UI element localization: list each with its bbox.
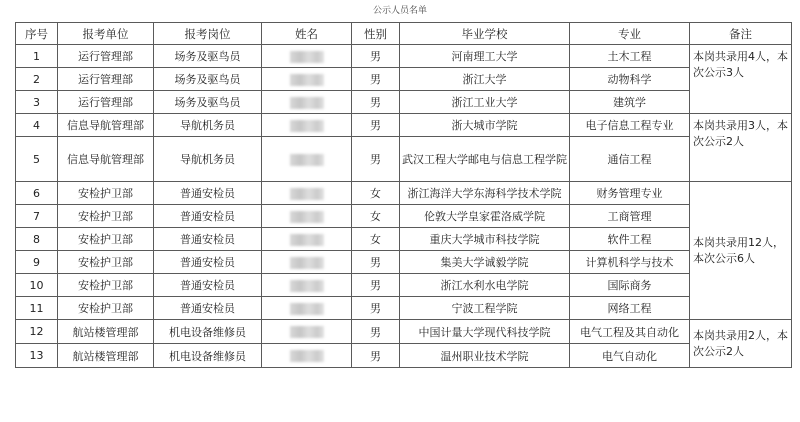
name-redacted bbox=[290, 51, 324, 63]
table-row bbox=[16, 205, 792, 228]
header-school: 毕业学校 bbox=[400, 23, 570, 45]
cell-no: 10 bbox=[16, 274, 58, 297]
header-gender: 性别 bbox=[352, 23, 400, 45]
table-row bbox=[16, 274, 792, 297]
cell-post: 机电设备维修员 bbox=[154, 320, 262, 344]
cell-school: 重庆大学城市科技学院 bbox=[400, 228, 570, 251]
table-row bbox=[16, 137, 792, 182]
cell-note: 本岗共录用4人，本次公示3人 bbox=[690, 45, 792, 114]
cell-school: 浙江水利水电学院 bbox=[400, 274, 570, 297]
cell-gender: 女 bbox=[352, 182, 400, 205]
cell-no: 3 bbox=[16, 91, 58, 114]
cell-name bbox=[262, 137, 352, 182]
cell-note: 本岗共录用12人，本次公示6人 bbox=[690, 182, 792, 320]
cell-name bbox=[262, 228, 352, 251]
table-row bbox=[16, 182, 792, 205]
cell-name bbox=[262, 114, 352, 137]
cell-unit: 航站楼管理部 bbox=[58, 344, 154, 368]
table-row bbox=[16, 68, 792, 91]
cell-name bbox=[262, 297, 352, 320]
cell-unit: 安检护卫部 bbox=[58, 251, 154, 274]
cell-post: 场务及驱鸟员 bbox=[154, 45, 262, 68]
candidate-table bbox=[15, 22, 792, 368]
name-redacted bbox=[290, 234, 324, 246]
cell-school: 伦敦大学皇家霍洛威学院 bbox=[400, 205, 570, 228]
cell-name bbox=[262, 68, 352, 91]
cell-gender: 男 bbox=[352, 137, 400, 182]
table-row bbox=[16, 45, 792, 68]
cell-major: 土木工程 bbox=[570, 45, 690, 68]
cell-major: 财务管理专业 bbox=[570, 182, 690, 205]
cell-school: 温州职业技术学院 bbox=[400, 344, 570, 368]
cell-major: 工商管理 bbox=[570, 205, 690, 228]
cell-unit: 运行管理部 bbox=[58, 45, 154, 68]
cell-gender: 女 bbox=[352, 228, 400, 251]
name-redacted bbox=[290, 350, 324, 362]
cell-unit: 安检护卫部 bbox=[58, 182, 154, 205]
cell-unit: 安检护卫部 bbox=[58, 205, 154, 228]
header-notes: 备注 bbox=[690, 23, 792, 45]
cell-gender: 男 bbox=[352, 91, 400, 114]
cell-gender: 男 bbox=[352, 251, 400, 274]
cell-post: 普通安检员 bbox=[154, 297, 262, 320]
table-row bbox=[16, 91, 792, 114]
cell-major: 软件工程 bbox=[570, 228, 690, 251]
header-major: 专业 bbox=[570, 23, 690, 45]
cell-name bbox=[262, 274, 352, 297]
cell-post: 普通安检员 bbox=[154, 251, 262, 274]
cell-school: 武汉工程大学邮电与信息工程学院 bbox=[400, 137, 570, 182]
cell-no: 8 bbox=[16, 228, 58, 251]
cell-gender: 女 bbox=[352, 205, 400, 228]
cell-unit: 航站楼管理部 bbox=[58, 320, 154, 344]
cell-school: 宁波工程学院 bbox=[400, 297, 570, 320]
cell-no: 12 bbox=[16, 320, 58, 344]
cell-major: 动物科学 bbox=[570, 68, 690, 91]
cell-unit: 安检护卫部 bbox=[58, 228, 154, 251]
cell-no: 1 bbox=[16, 45, 58, 68]
cell-school: 河南理工大学 bbox=[400, 45, 570, 68]
cell-name bbox=[262, 91, 352, 114]
cell-gender: 男 bbox=[352, 344, 400, 368]
cell-unit: 运行管理部 bbox=[58, 91, 154, 114]
cell-post: 普通安检员 bbox=[154, 182, 262, 205]
cell-no: 2 bbox=[16, 68, 58, 91]
cell-major: 通信工程 bbox=[570, 137, 690, 182]
cell-gender: 男 bbox=[352, 297, 400, 320]
header-row bbox=[16, 23, 792, 45]
name-redacted bbox=[290, 257, 324, 269]
cell-major: 电气工程及其自动化 bbox=[570, 320, 690, 344]
table-row bbox=[16, 297, 792, 320]
cell-no: 13 bbox=[16, 344, 58, 368]
table-row bbox=[16, 114, 792, 137]
cell-major: 电气自动化 bbox=[570, 344, 690, 368]
cell-no: 4 bbox=[16, 114, 58, 137]
cell-gender: 男 bbox=[352, 114, 400, 137]
page-title: 公示人员名单 bbox=[372, 6, 427, 16]
cell-unit: 运行管理部 bbox=[58, 68, 154, 91]
header-post: 报考岗位 bbox=[154, 23, 262, 45]
cell-post: 普通安检员 bbox=[154, 228, 262, 251]
cell-unit: 安检护卫部 bbox=[58, 297, 154, 320]
header-name: 姓名 bbox=[262, 23, 352, 45]
cell-no: 9 bbox=[16, 251, 58, 274]
cell-unit: 信息导航管理部 bbox=[58, 137, 154, 182]
cell-major: 电子信息工程专业 bbox=[570, 114, 690, 137]
cell-major: 网络工程 bbox=[570, 297, 690, 320]
cell-post: 机电设备维修员 bbox=[154, 344, 262, 368]
cell-no: 6 bbox=[16, 182, 58, 205]
cell-name bbox=[262, 320, 352, 344]
cell-name bbox=[262, 251, 352, 274]
header-no: 序号 bbox=[16, 23, 58, 45]
name-redacted bbox=[290, 120, 324, 132]
table-row bbox=[16, 251, 792, 274]
cell-name bbox=[262, 182, 352, 205]
cell-school: 浙江大学 bbox=[400, 68, 570, 91]
cell-school: 浙江工业大学 bbox=[400, 91, 570, 114]
cell-major: 国际商务 bbox=[570, 274, 690, 297]
name-redacted bbox=[290, 97, 324, 109]
cell-school: 浙大城市学院 bbox=[400, 114, 570, 137]
cell-post: 场务及驱鸟员 bbox=[154, 91, 262, 114]
cell-school: 集美大学诚毅学院 bbox=[400, 251, 570, 274]
cell-major: 建筑学 bbox=[570, 91, 690, 114]
name-redacted bbox=[290, 188, 324, 200]
cell-major: 计算机科学与技术 bbox=[570, 251, 690, 274]
cell-school: 中国计量大学现代科技学院 bbox=[400, 320, 570, 344]
cell-name bbox=[262, 45, 352, 68]
table-row bbox=[16, 344, 792, 368]
table-row bbox=[16, 228, 792, 251]
name-redacted bbox=[290, 74, 324, 86]
cell-name bbox=[262, 205, 352, 228]
cell-no: 5 bbox=[16, 137, 58, 182]
cell-post: 普通安检员 bbox=[154, 205, 262, 228]
name-redacted bbox=[290, 280, 324, 292]
cell-school: 浙江海洋大学东海科学技术学院 bbox=[400, 182, 570, 205]
cell-post: 普通安检员 bbox=[154, 274, 262, 297]
cell-gender: 男 bbox=[352, 45, 400, 68]
name-redacted bbox=[290, 303, 324, 315]
cell-no: 11 bbox=[16, 297, 58, 320]
cell-name bbox=[262, 344, 352, 368]
name-redacted bbox=[290, 326, 324, 338]
table-row bbox=[16, 320, 792, 344]
cell-post: 导航机务员 bbox=[154, 137, 262, 182]
name-redacted bbox=[290, 154, 324, 166]
cell-gender: 男 bbox=[352, 68, 400, 91]
name-redacted bbox=[290, 211, 324, 223]
header-unit: 报考单位 bbox=[58, 23, 154, 45]
cell-post: 导航机务员 bbox=[154, 114, 262, 137]
cell-gender: 男 bbox=[352, 274, 400, 297]
cell-gender: 男 bbox=[352, 320, 400, 344]
cell-note: 本岗共录用2人，本次公示2人 bbox=[690, 320, 792, 368]
cell-no: 7 bbox=[16, 205, 58, 228]
cell-unit: 信息导航管理部 bbox=[58, 114, 154, 137]
cell-note: 本岗共录用3人，本次公示2人 bbox=[690, 114, 792, 182]
cell-unit: 安检护卫部 bbox=[58, 274, 154, 297]
cell-post: 场务及驱鸟员 bbox=[154, 68, 262, 91]
